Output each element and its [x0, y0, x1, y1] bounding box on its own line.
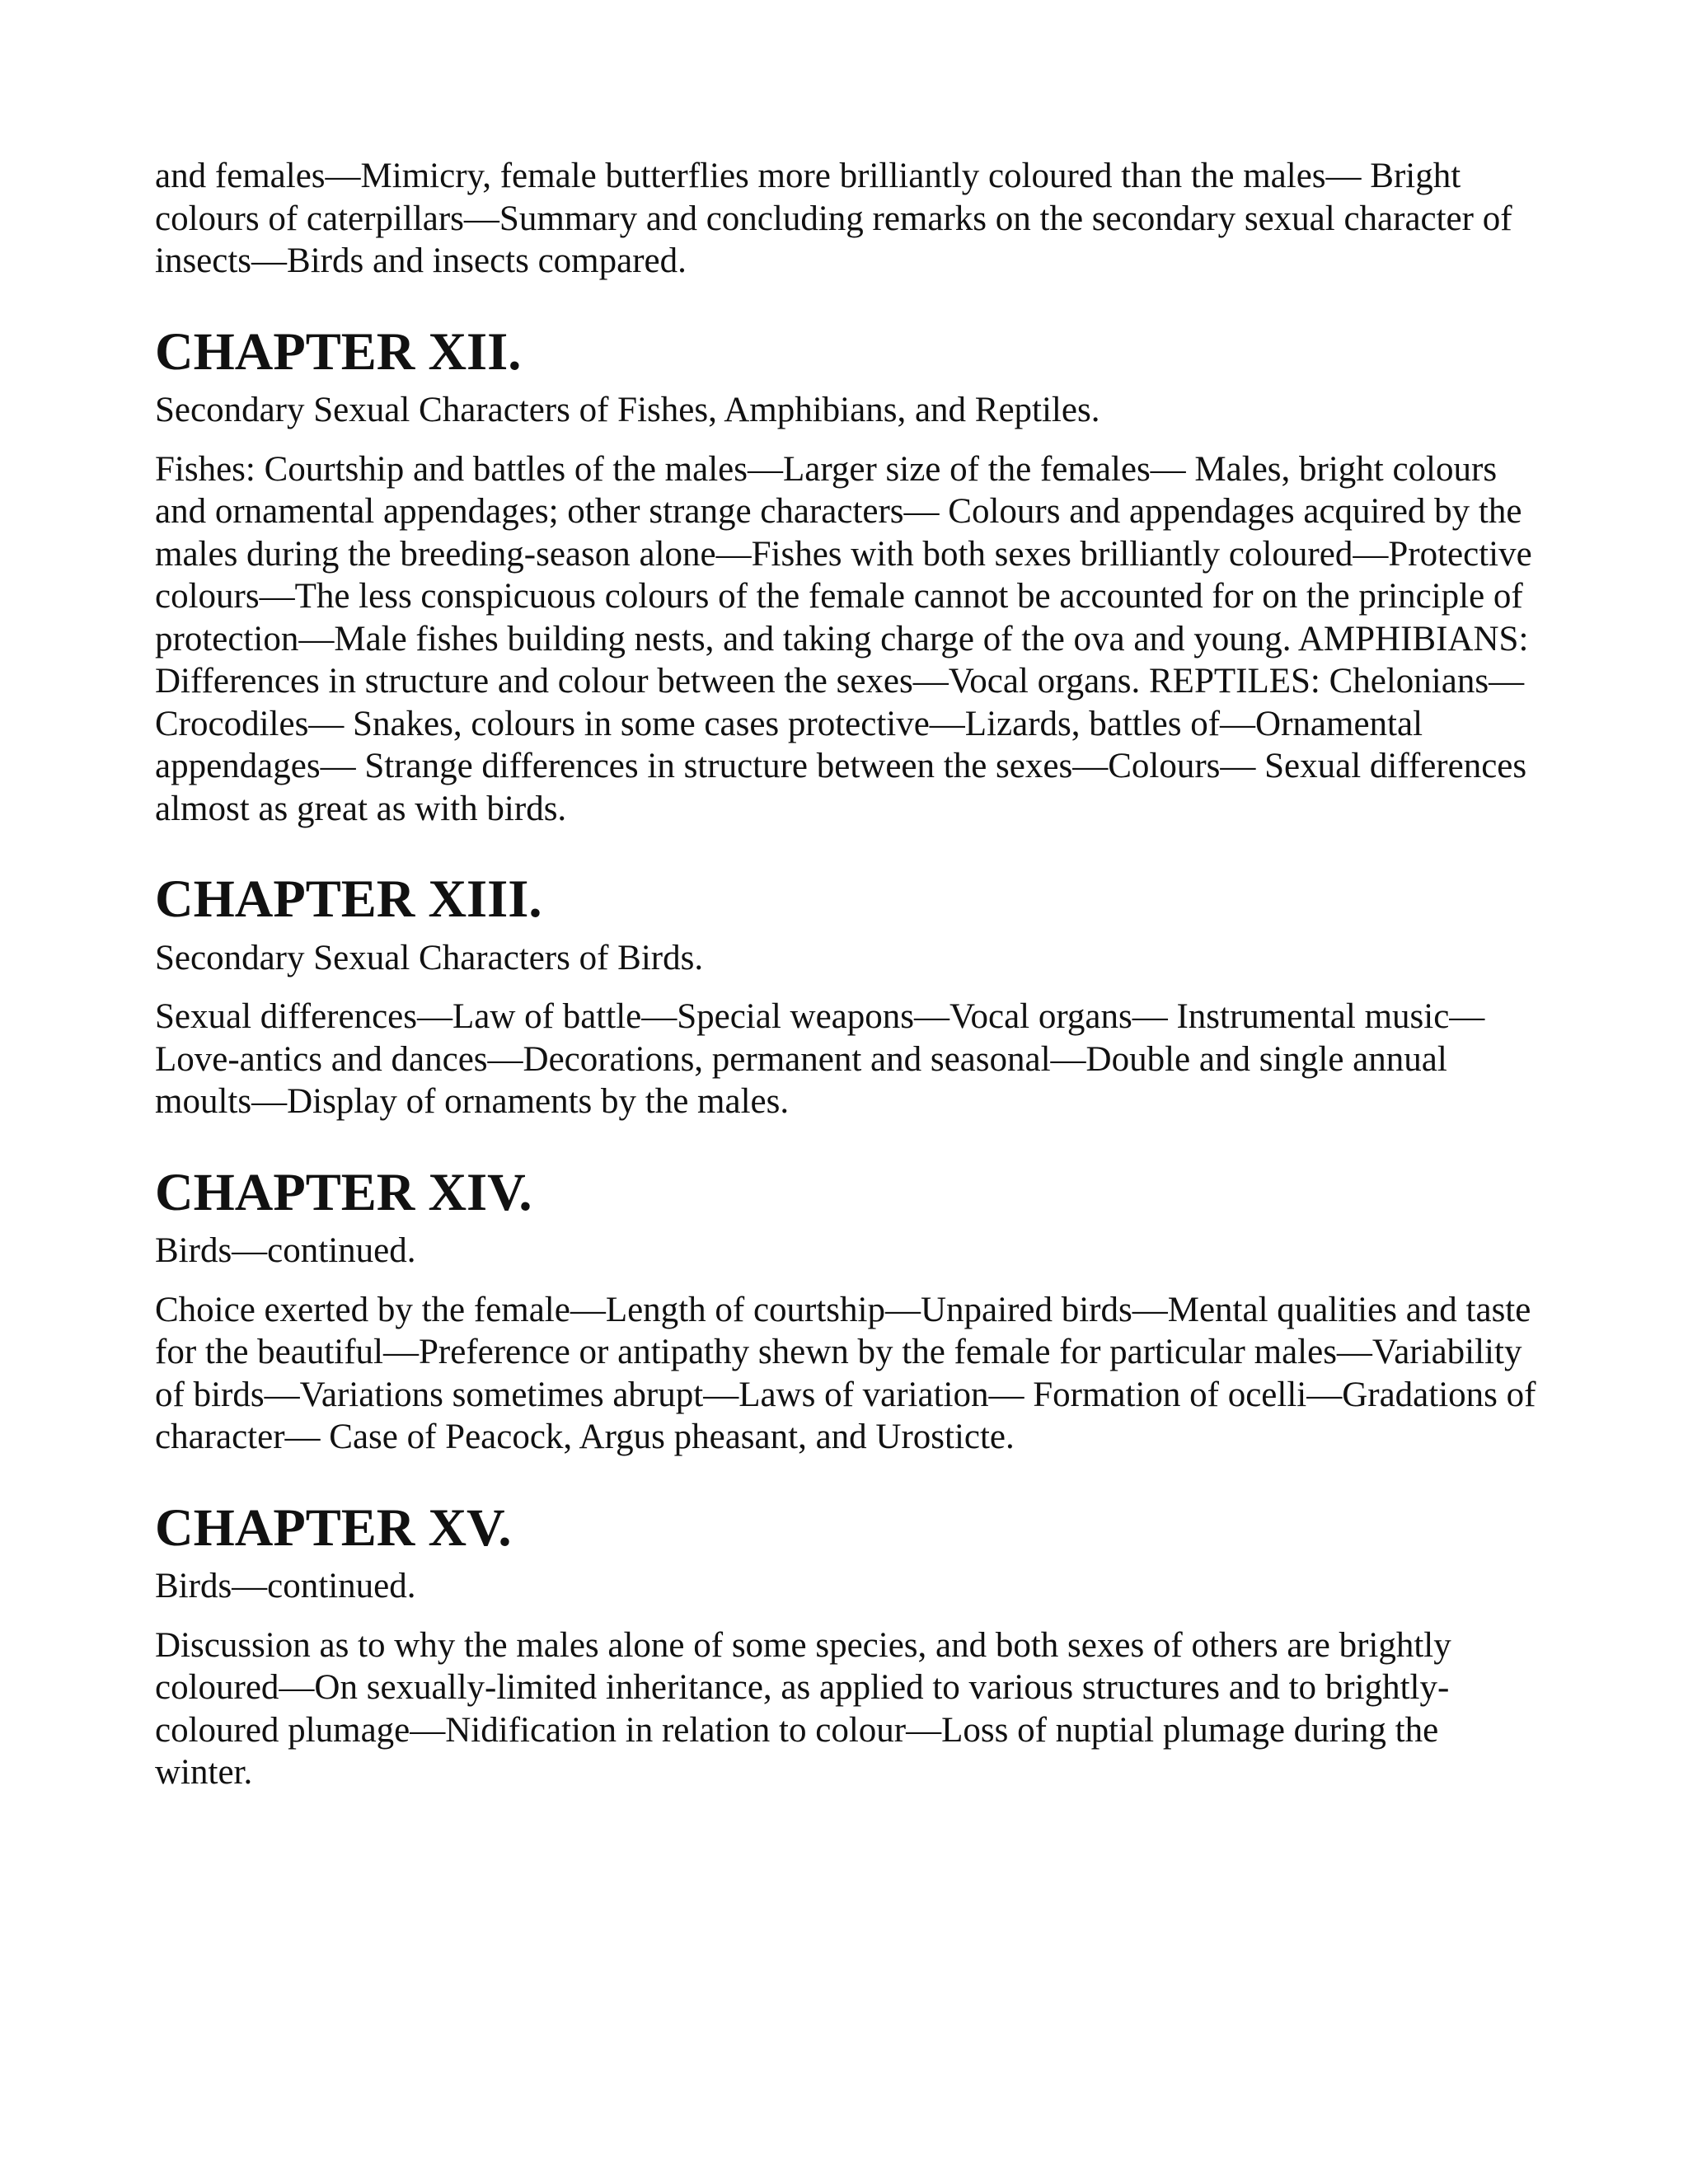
chapter-xv — [155, 1497, 1540, 1794]
chapter-subtitle: Birds—continued. — [155, 1567, 416, 1605]
chapter-subtitle: Secondary Sexual Characters of Birds. — [155, 938, 704, 977]
chapter-summary: Fishes: Courtship and battles of the males—Larger size of the females— Males, bright colours and ornamental appendages; other strange characters— Colours and appendages acquired by the males during the breeding-season alone—Fishes with both sexes brilliantly coloured—Protective colours—The less conspicuous colours of the female cannot be accounted for on the principle of protection—Male fishes building nests, and taking charge of the ova and young. AMPHIBIANS: Differences in structure and colour between the sexes—Vocal organs. REPTILES: Chelonians—Crocodiles— Snakes, colours in some cases protective—Lizards, battles of—Ornamental appendages— Strange differences in structure between the sexes—Colours— Sexual differences almost as great as with birds. — [155, 449, 1532, 828]
chapter-xii — [155, 321, 1540, 831]
chapter-heading: CHAPTER XIII. — [155, 869, 542, 928]
chapter-subtitle: Birds—continued. — [155, 1231, 416, 1270]
chapter-heading: CHAPTER XV. — [155, 1497, 512, 1557]
chapter-heading: CHAPTER XII. — [155, 321, 522, 381]
chapter-xiv — [155, 1162, 1540, 1459]
chapter-summary: Choice exerted by the female—Length of courtship—Unpaired birds—Mental qualities and taste for the beautiful—Preference or antipathy shewn by the female for particular males—Variability of birds—Variations sometimes abrupt—Laws of variation— Formation of ocelli—Gradations of character— Case of Peacock, Argus pheasant, and Urosticte. — [155, 1290, 1536, 1456]
chapter-summary: Sexual differences—Law of battle—Special weapons—Vocal organs— Instrumental music—Love-antics and dances—Decorations, permanent and seasonal—Double and single annual moults—Display of ornaments by the males. — [155, 997, 1485, 1121]
chapter-summary: Discussion as to why the males alone of some species, and both sexes of others are brightly coloured—On sexually-limited inheritance, as applied to various structures and to brightly-coloured plumage—Nidification in relation to colour—Loss of nuptial plumage during the winter. — [155, 1625, 1451, 1792]
document-page — [155, 155, 1540, 1842]
continued-summary-paragraph: and females—Mimicry, female butterflies more brilliantly coloured than the males— Bright colours of caterpillars—Summary and concluding remarks on the secondary sexual character of insects—Birds and insects compared. — [155, 157, 1512, 280]
chapter-xiii — [155, 869, 1540, 1123]
chapter-subtitle: Secondary Sexual Characters of Fishes, Amphibians, and Reptiles. — [155, 391, 1100, 429]
chapter-heading: CHAPTER XIV. — [155, 1162, 532, 1221]
